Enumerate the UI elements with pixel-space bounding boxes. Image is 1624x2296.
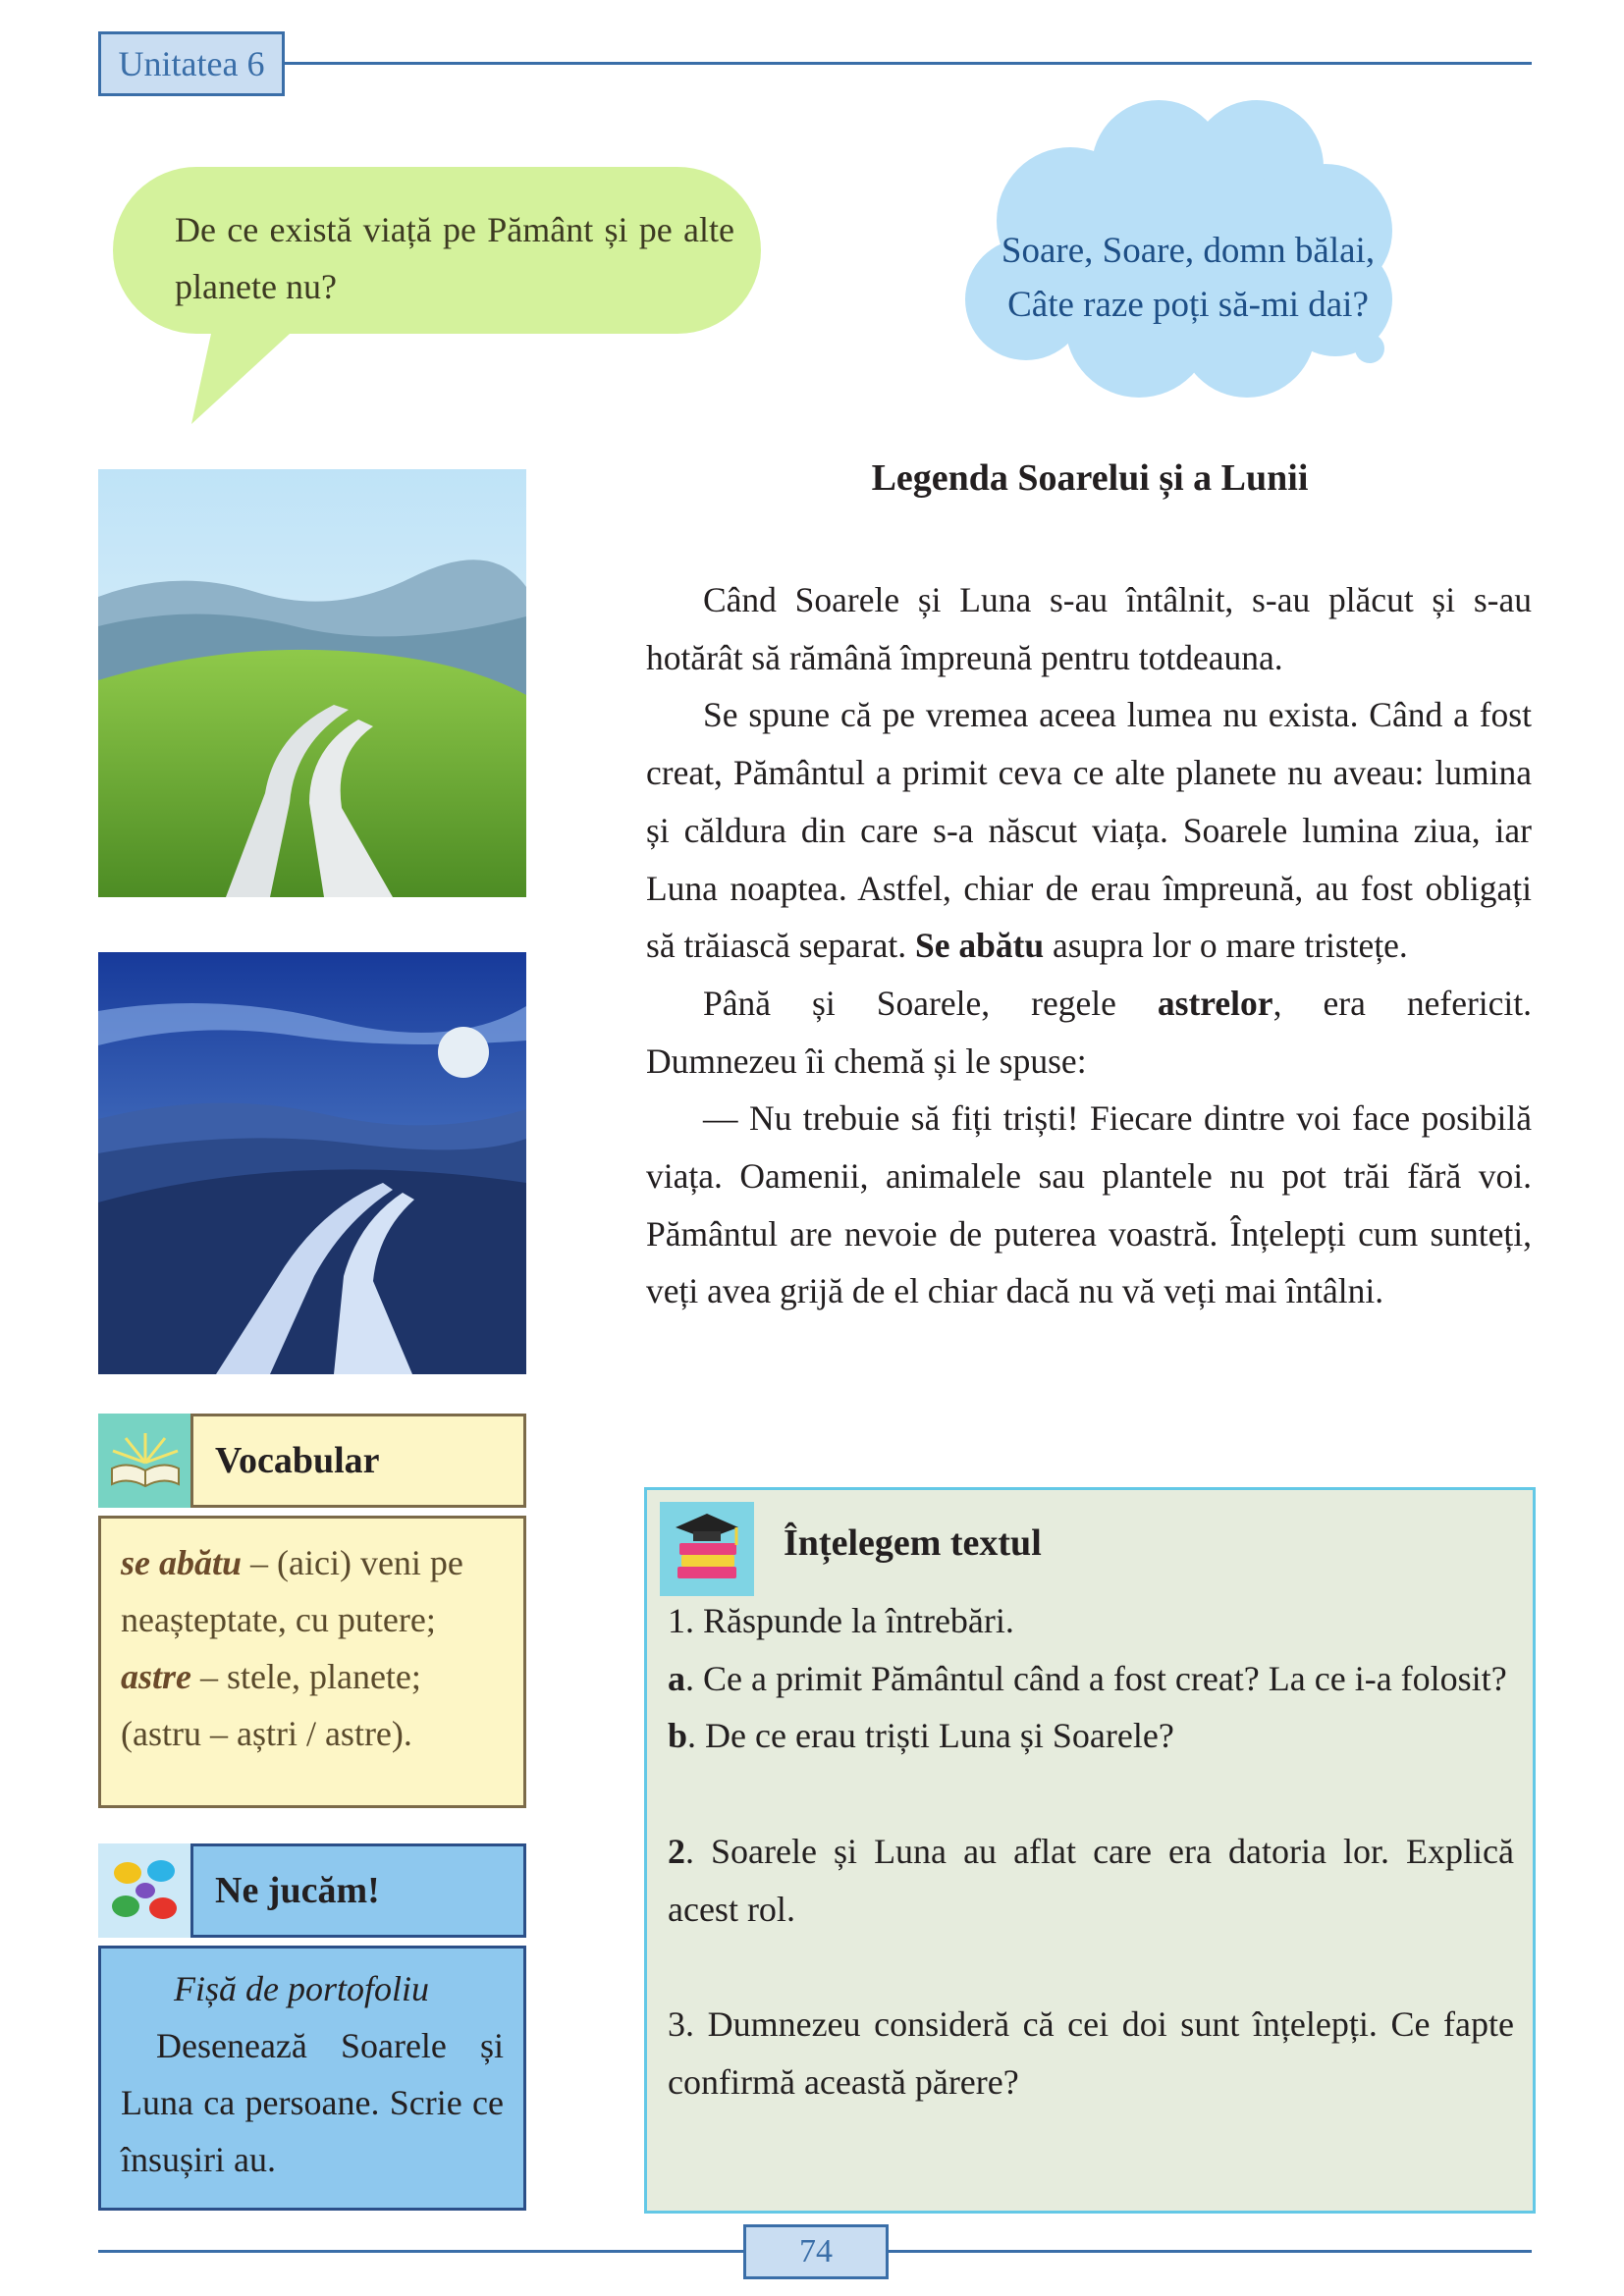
question: b. De ce erau triști Luna și Soarele? <box>668 1716 1174 1756</box>
cloud-line-2: Câte raze poți să-mi dai? <box>1007 285 1369 325</box>
page-number: 74 <box>743 2224 889 2279</box>
colored-hands-icon <box>98 1843 192 1938</box>
portfolio-title: Fișă de portofoliu <box>174 1969 429 2008</box>
story-paragraph: Dumnezeu îi chemă și le spuse: <box>646 1041 1087 1081</box>
story-title: Legenda Soarelui și a Lunii <box>871 457 1309 499</box>
story-text <box>646 571 1532 1320</box>
books-graduation-cap-icon <box>660 1502 754 1596</box>
vocab-term: astre <box>121 1657 191 1696</box>
question: 1. Răspunde la întrebări. <box>668 1601 1014 1640</box>
comprehension-heading: Înțelegem textul <box>784 1522 1042 1564</box>
vocab-highlight: astrelor <box>1157 983 1273 1023</box>
game-heading: Ne jucăm! <box>190 1843 526 1938</box>
vocab-highlight: Se abătu <box>914 926 1045 966</box>
portfolio-task: Desenează Soarele și Luna ca persoane. Scrie ce însușiri au. <box>121 2026 504 2179</box>
day-road-photo <box>98 469 526 897</box>
header-rule <box>285 62 1532 65</box>
vocabulary-box <box>98 1516 526 1808</box>
portfolio-box <box>98 1946 526 2211</box>
vocab-definition: – stele, planete; <box>191 1657 421 1696</box>
footer-rule-right <box>889 2250 1532 2253</box>
story-paragraph: Când Soarele și Luna s-au întâlnit, s-au plăcut și s-au hotărât să rămână împreună pentru totdeauna. <box>646 580 1532 677</box>
cloud-line-1: Soare, Soare, domn bălai, <box>1001 231 1376 271</box>
question: 2. Soarele și Luna au aflat care era datoria lor. Explică acest rol. <box>668 1831 1514 1929</box>
vocab-term: se abătu <box>121 1543 243 1582</box>
night-road-photo <box>98 952 526 1374</box>
speech-bubble-text: De ce există viață pe Pământ și pe alte planete nu? <box>175 210 734 306</box>
story-paragraph: Se spune că pe vremea aceea lumea nu exista. Când a fost creat, Pământul a primit ceva ce alte planete nu aveau: lumina și căldura din care s-a născut viața. Soarele lumina ziua, iar Luna noaptea. Astfel, chiar de erau împreună, au fost obligați să trăiască separat. Se abătu asupra lor o mare tristețe. <box>646 695 1532 966</box>
story-dialogue: — Nu trebuie să fiți triști! Fiecare dintre voi face posibilă viața. Oamenii, animalele sau plantele nu pot trăi fără voi. Pământul are nevoie de puterea voastră. Înțelepți cum sunteți, veți avea grijă de el chiar dacă nu vă veți mai întâlni. <box>646 1098 1532 1311</box>
vocabulary-heading: Vocabular <box>190 1414 526 1508</box>
unit-label: Unitatea 6 <box>98 31 285 96</box>
spacer <box>668 1938 1514 1996</box>
cloud-text <box>972 224 1404 332</box>
question: 3. Dumnezeu consideră că cei doi sunt înțelepți. Ce fapte confirmă această părere? <box>668 2003 1514 2102</box>
vocab-definition: – (aici) veni pe neașteptate, cu putere; <box>121 1543 463 1639</box>
question: a. Ce a primit Pământul când a fost creat? La ce i-a folosit? <box>668 1658 1507 1698</box>
spacer <box>668 1765 1514 1823</box>
open-book-icon <box>98 1414 192 1508</box>
vocab-note: (astru – aștri / astre). <box>121 1714 412 1753</box>
story-paragraph: Până și Soarele, regele astrelor, era nefericit. <box>703 983 1532 1023</box>
footer-rule-left <box>98 2250 743 2253</box>
comprehension-questions <box>668 1592 1514 2110</box>
